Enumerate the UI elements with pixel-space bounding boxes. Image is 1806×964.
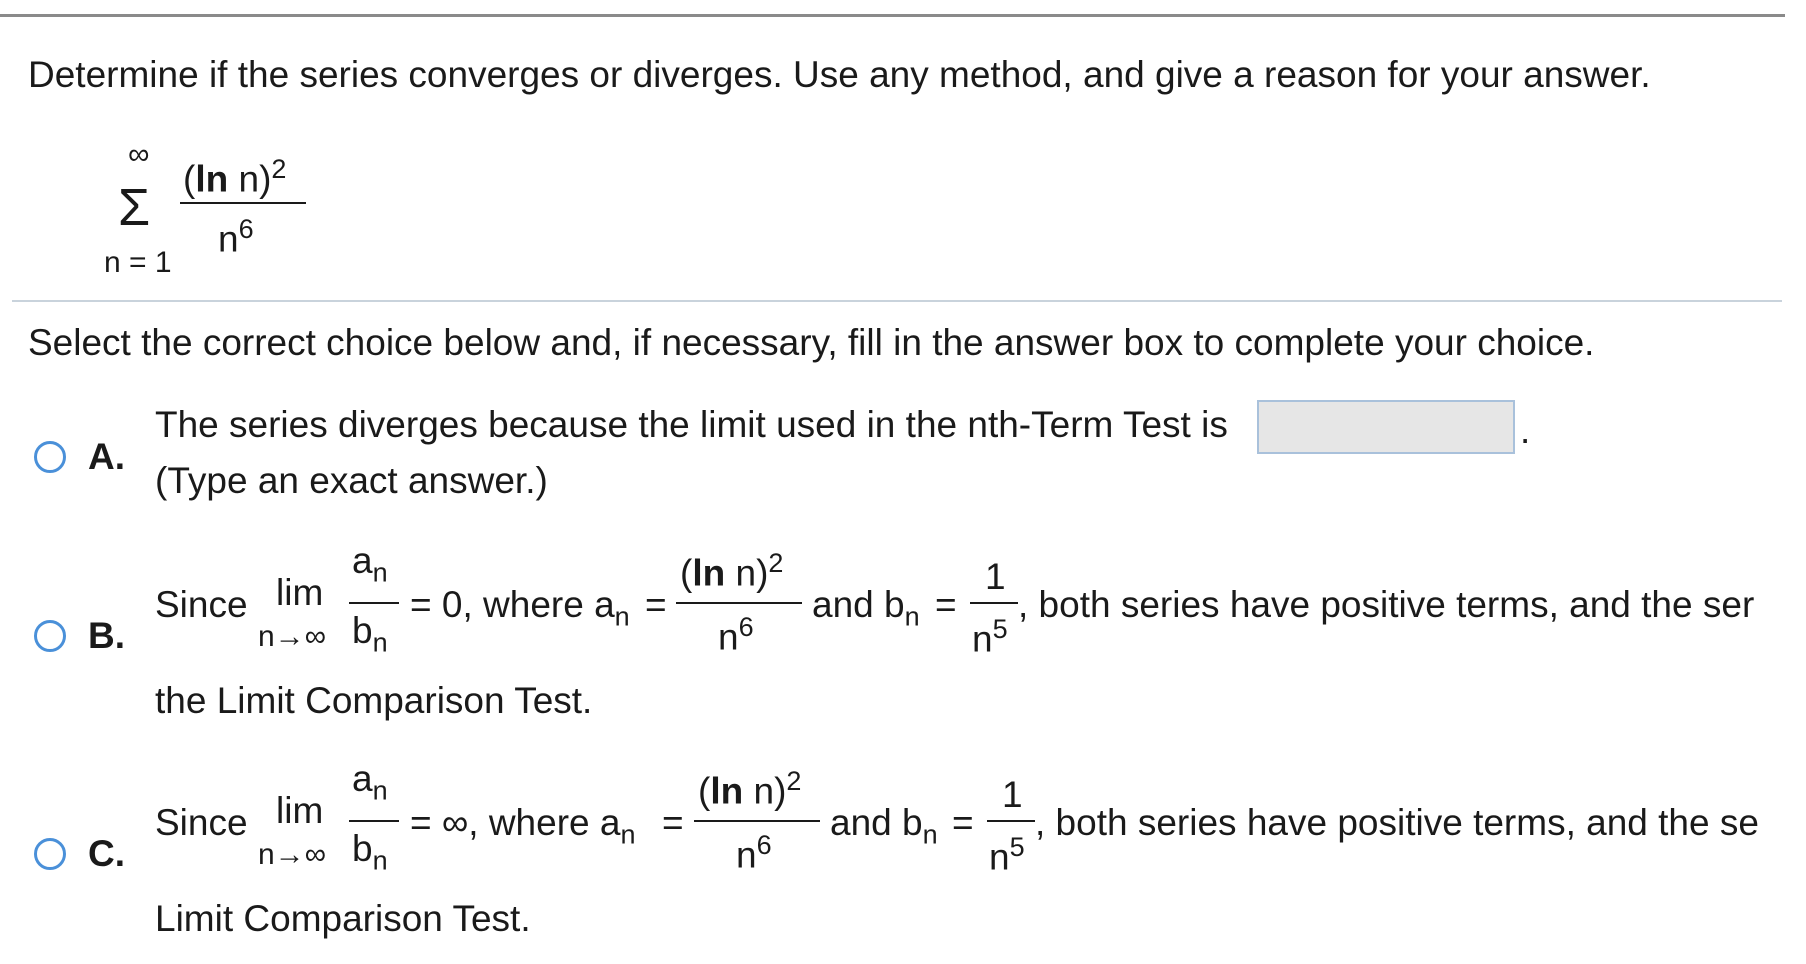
choice-b-ratio-bar: [349, 602, 399, 604]
choice-c-line2: Limit Comparison Test.: [155, 898, 531, 939]
choice-c-result: = ∞, where $a_n$: [410, 802, 636, 850]
choice-c-bn-numerator: 1: [1002, 774, 1023, 815]
choice-b-letter: B.: [88, 615, 125, 656]
ln-function: ln: [195, 158, 229, 200]
choice-b-an-numerator: (ln n)$^2$: [680, 548, 784, 594]
choice-b-bn-numerator: 1: [985, 556, 1006, 597]
choice-c-letter: C.: [88, 833, 125, 874]
choice-b-radio[interactable]: [34, 620, 66, 652]
choice-b-result: = 0, where $a_n$: [410, 584, 630, 632]
choice-c-tail-text: , both series have positive terms, and the se: [1035, 802, 1759, 843]
sum-lower-limit: n = 1: [104, 246, 172, 279]
series-numerator: (ln n)$^2$: [183, 154, 287, 200]
choice-a-answer-input[interactable]: [1257, 400, 1515, 454]
choice-c-ratio-denominator: $b_n$: [352, 828, 388, 876]
choice-a-letter: A.: [88, 436, 125, 477]
choice-c-an-numerator: (ln n)$^2$: [698, 766, 802, 812]
choice-b-bn-bar: [970, 602, 1018, 604]
choice-b-bn-denominator: $n^5$: [972, 614, 1008, 660]
choice-b-lim: lim: [276, 572, 324, 613]
choice-c-ratio-bar: [349, 820, 399, 822]
sigma-symbol: Σ: [118, 179, 151, 237]
choice-b-lim-subscript: n→∞: [258, 620, 327, 653]
instructions: Select the correct choice below and, if necessary, fill in the answer box to complete your choice.: [28, 322, 1595, 363]
choice-b-line2: the Limit Comparison Test.: [155, 680, 593, 721]
series-fraction-bar: [180, 202, 306, 204]
choice-c-equals: =: [662, 802, 684, 843]
choice-c-and-bn: and $b_n$: [830, 802, 938, 850]
choice-c-an-bar: [694, 820, 820, 822]
choice-b-since: Since: [155, 584, 248, 625]
choice-c-bn-bar: [987, 820, 1035, 822]
choice-c-since: Since: [155, 802, 248, 843]
choice-c-ratio-numerator: $a_n$: [352, 758, 388, 806]
choice-c-equals-2: =: [952, 802, 974, 843]
choice-b-and-bn: and $b_n$: [812, 584, 920, 632]
choice-b-tail-text: , both series have positive terms, and the ser: [1018, 584, 1755, 625]
series-denominator: $n^6$: [218, 214, 254, 260]
choice-b-ratio-numerator: $a_n$: [352, 540, 388, 588]
sum-upper-limit: ∞: [128, 138, 150, 171]
choice-c-lim-subscript: n→∞: [258, 838, 327, 871]
choice-b-an-bar: [676, 602, 802, 604]
choice-c-bn-denominator: $n^5$: [989, 832, 1025, 878]
choice-c-lim: lim: [276, 790, 324, 831]
choice-a-radio[interactable]: [34, 441, 66, 473]
question-prompt: Determine if the series converges or diverges. Use any method, and give a reason for your answer.: [28, 54, 1651, 95]
choice-a-hint: (Type an exact answer.): [155, 460, 548, 501]
choice-b-an-denominator: $n^6$: [718, 612, 754, 658]
choice-a-period: .: [1520, 410, 1531, 451]
choice-c-radio[interactable]: [34, 838, 66, 870]
choice-a-text: The series diverges because the limit used in the nth-Term Test is: [155, 404, 1228, 445]
choice-b-equals-2: =: [935, 584, 957, 625]
section-divider: [12, 300, 1782, 302]
choice-b-ratio-denominator: $b_n$: [352, 610, 388, 658]
choice-c-an-denominator: $n^6$: [736, 830, 772, 876]
top-rule: [0, 14, 1785, 17]
choice-b-equals: =: [645, 584, 667, 625]
